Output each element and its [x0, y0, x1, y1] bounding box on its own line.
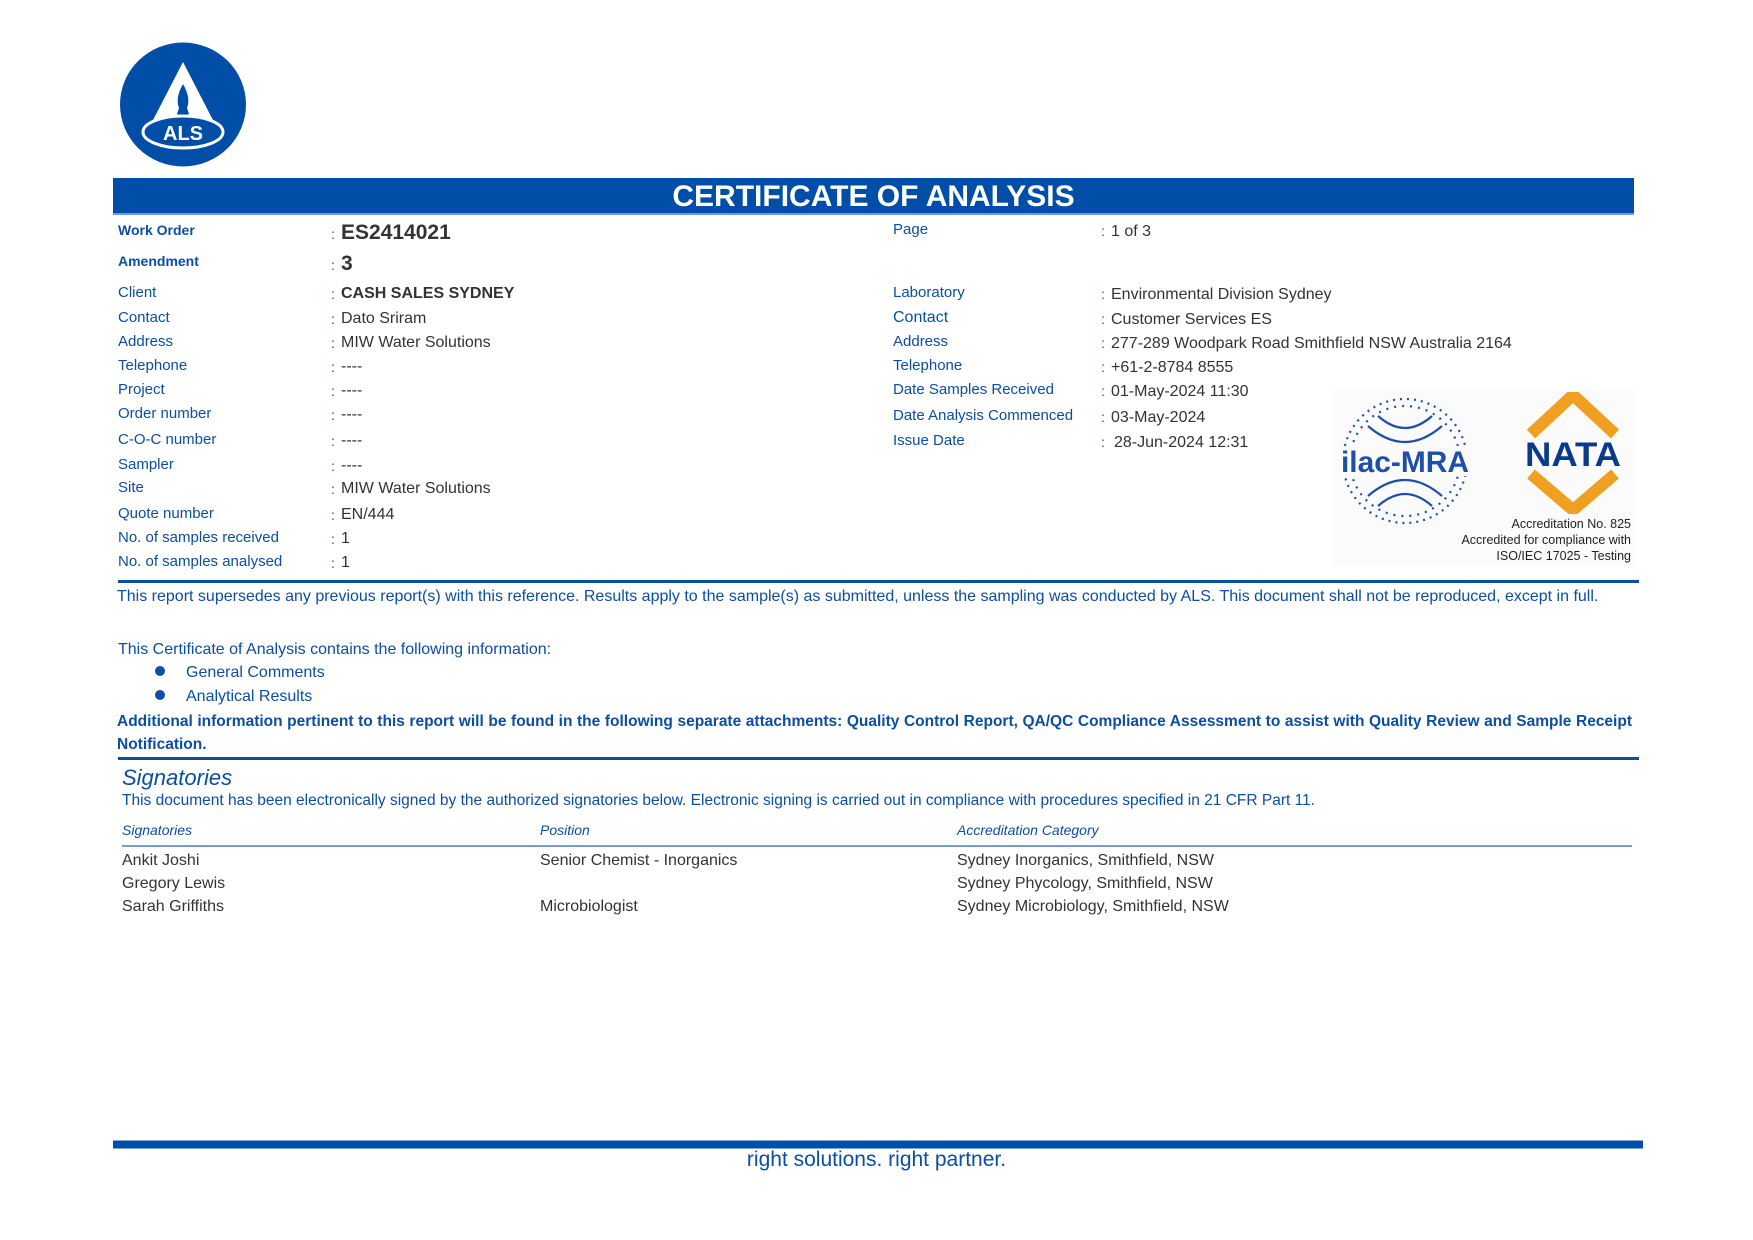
field-label: C-O-C number — [118, 431, 217, 448]
signatory-category: Sydney Microbiology, Smithfield, NSW — [957, 898, 1229, 915]
contents-intro: This Certificate of Analysis contains the following information: — [118, 641, 552, 658]
field-value: +61-2-8784 8555 — [1111, 359, 1234, 376]
field-value: 28-Jun-2024 12:31 — [1114, 434, 1249, 451]
column-header-position: Position — [540, 822, 590, 838]
field-label: Address — [893, 333, 949, 350]
field-label: Telephone — [118, 357, 188, 374]
column-header-signatories: Signatories — [122, 822, 193, 838]
certificate-title: CERTIFICATE OF ANALYSIS — [113, 178, 1634, 215]
signatory-position: Microbiologist — [540, 898, 638, 915]
accreditation-compliance: Accredited for compliance with — [1461, 533, 1631, 547]
field-label: Issue Date — [893, 432, 965, 449]
field-value: Dato Sriram — [341, 310, 427, 327]
field-colon: : — [331, 226, 335, 242]
field-colon: : — [331, 433, 335, 449]
field-label: Address — [118, 333, 174, 350]
table-header-divider — [122, 845, 1632, 847]
supersedes-notice: This report supersedes any previous report(s) with this reference. Results apply to the sample(s) as submitted, unless the sampling was conducted by ALS. This document shall not be reproduced, except in full. — [117, 588, 1599, 605]
field-label: Telephone — [893, 357, 963, 374]
field-label: Client — [118, 284, 157, 301]
signatory-category: Sydney Inorganics, Smithfield, NSW — [957, 852, 1214, 869]
field-colon: : — [331, 531, 335, 547]
field-colon: : — [1101, 286, 1105, 302]
field-value: Customer Services ES — [1111, 311, 1272, 328]
field-value: Environmental Division Sydney — [1111, 286, 1332, 303]
field-label: No. of samples received — [118, 529, 279, 546]
field-label: Contact — [118, 309, 170, 326]
field-label: Sampler — [118, 456, 174, 473]
field-value: 03-May-2024 — [1111, 409, 1206, 426]
field-value: 1 — [341, 530, 350, 547]
field-colon: : — [331, 555, 335, 571]
field-label: Order number — [118, 405, 212, 422]
accreditation-text — [1461, 516, 1631, 564]
column-header-accreditation-category: Accreditation Category — [957, 822, 1099, 838]
field-value: EN/444 — [341, 506, 395, 523]
accreditation-block — [1333, 390, 1635, 565]
signatory-name: Gregory Lewis — [122, 875, 226, 892]
field-value: ---- — [341, 382, 363, 399]
field-value: 1 of 3 — [1111, 223, 1152, 240]
field-colon: : — [1101, 383, 1105, 399]
field-label: Project — [118, 381, 165, 398]
signatory-category: Sydney Phycology, Smithfield, NSW — [957, 875, 1213, 892]
field-colon: : — [1101, 409, 1105, 425]
footer-tagline: right solutions. right partner. — [746, 1148, 1007, 1171]
field-value: CASH SALES SYDNEY — [341, 285, 515, 302]
bullet-icon — [155, 690, 165, 700]
field-label: Amendment — [118, 253, 199, 269]
accreditation-standard: ISO/IEC 17025 - Testing — [1496, 549, 1631, 563]
field-colon: : — [331, 286, 335, 302]
signatory-position: Senior Chemist - Inorganics — [540, 852, 738, 869]
field-value: 1 — [341, 554, 350, 571]
field-label: Page — [893, 221, 929, 238]
field-label: Work Order — [118, 222, 195, 238]
field-colon: : — [331, 257, 335, 273]
svg-text:ilac-MRA: ilac-MRA — [1341, 446, 1469, 479]
field-label: Site — [118, 479, 144, 496]
contents-item-analytical-results: Analytical Results — [155, 688, 312, 706]
field-colon: : — [331, 335, 335, 351]
field-colon: : — [331, 507, 335, 523]
field-label: No. of samples analysed — [118, 553, 283, 570]
field-value: ---- — [341, 406, 363, 423]
separator — [118, 580, 1639, 583]
field-colon: : — [331, 311, 335, 327]
signatory-name: Ankit Joshi — [122, 852, 200, 869]
field-label: Contact — [893, 309, 949, 326]
field-colon: : — [331, 383, 335, 399]
field-colon: : — [1101, 311, 1105, 327]
field-colon: : — [331, 359, 335, 375]
field-value: 3 — [341, 252, 353, 275]
separator — [118, 757, 1639, 760]
field-colon: : — [331, 407, 335, 423]
field-colon: : — [1101, 223, 1105, 239]
signatories-description: This document has been electronically signed by the authorized signatories below. Electronic signing is carried out in compliance with procedures specified in 21 CFR Part 11. — [122, 792, 1315, 809]
signatory-name: Sarah Griffiths — [122, 898, 224, 915]
field-value: ---- — [341, 432, 363, 449]
field-value: ---- — [341, 358, 363, 375]
bullet-icon — [155, 666, 165, 676]
field-value: ---- — [341, 457, 363, 474]
field-value: MIW Water Solutions — [341, 334, 491, 351]
contents-item-general-comments: General Comments — [155, 664, 325, 682]
field-label: Quote number — [118, 505, 214, 522]
field-colon: : — [1101, 359, 1105, 375]
signatories-heading: Signatories — [122, 765, 233, 790]
field-label: Date Analysis Commenced — [893, 407, 1074, 424]
svg-text:NATA: NATA — [1525, 436, 1621, 474]
nata-logo — [1523, 392, 1623, 514]
field-colon: : — [1101, 335, 1105, 351]
field-value: 277-289 Woodpark Road Smithfield NSW Australia 2164 — [1111, 335, 1512, 352]
additional-info: Additional information pertinent to this report will be found in the following separate attachments: Quality Control Report, QA/QC Compliance Assessment to assist with Quality Review and Sample Receipt Notification. — [117, 713, 1632, 753]
field-value: 01-May-2024 11:30 — [1111, 383, 1249, 400]
field-label: Date Samples Received — [893, 381, 1054, 398]
field-value: MIW Water Solutions — [341, 480, 491, 497]
als-logo — [119, 42, 247, 167]
field-colon: : — [331, 481, 335, 497]
accreditation-number: Accreditation No. 825 — [1511, 517, 1631, 531]
field-colon: : — [1101, 434, 1105, 450]
svg-text:ALS: ALS — [163, 123, 203, 145]
field-label: Laboratory — [893, 284, 965, 301]
ilac-mra-logo — [1338, 392, 1473, 530]
field-colon: : — [331, 458, 335, 474]
field-value: ES2414021 — [341, 221, 451, 244]
